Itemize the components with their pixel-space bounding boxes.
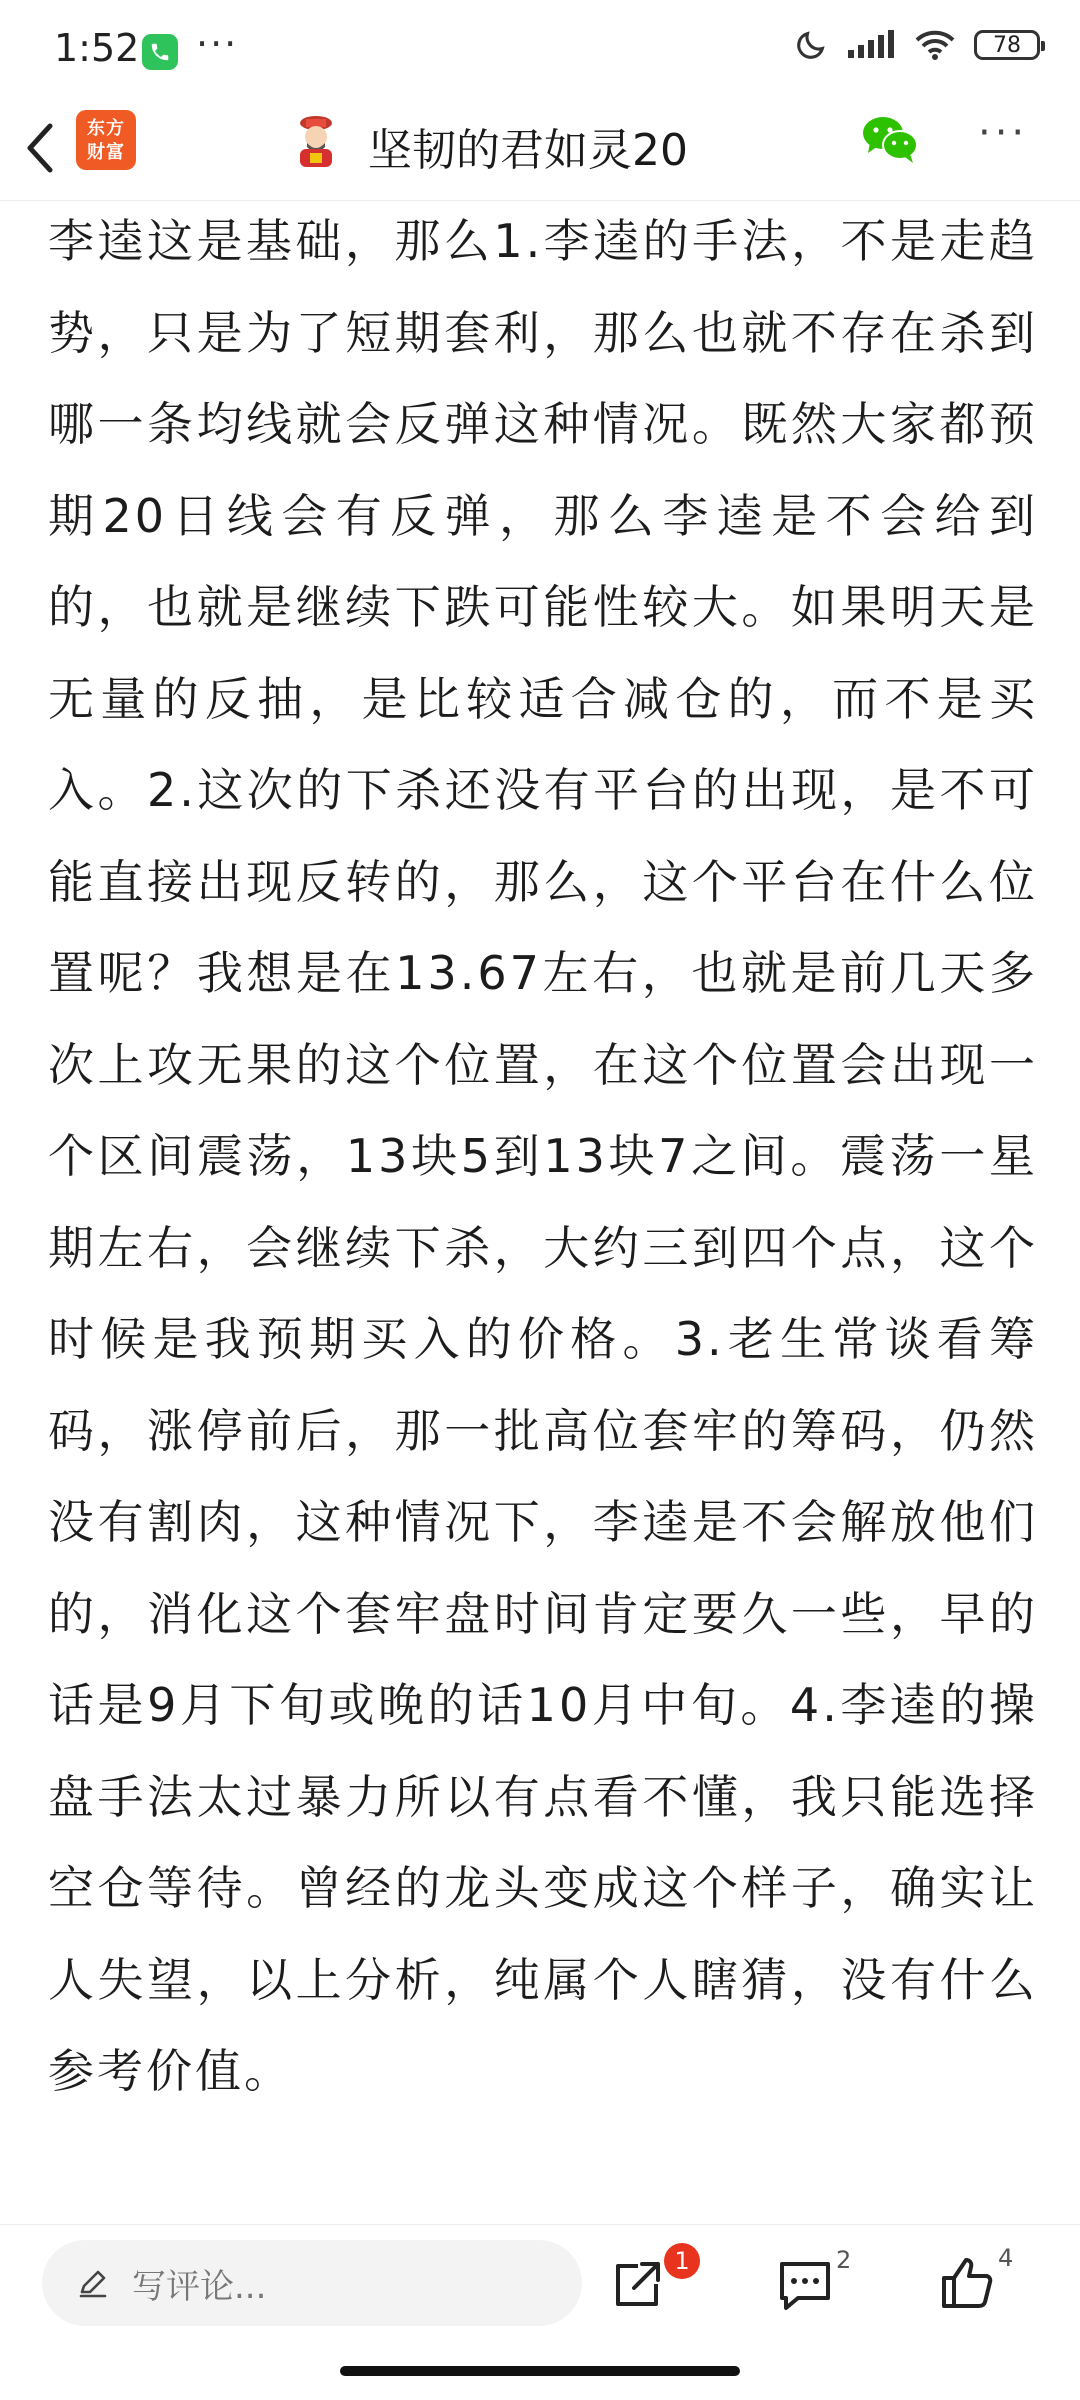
app-logo[interactable] [76, 110, 136, 170]
app-logo-line2: 财富 [87, 142, 125, 163]
app-logo-line1: 东方 [87, 118, 125, 139]
wechat-share-button[interactable] [860, 113, 920, 167]
wifi-icon [914, 29, 956, 61]
battery-level: 78 [993, 32, 1021, 58]
cellular-signal-icon [846, 30, 896, 60]
article-body: 李逵这是基础，那么1.李逵的手法，不是走趋势，只是为了短期套利，那么也就不存在杀到哪一条均线就会反弹这种情况。既然大家都预期20日线会有反弹，那么李逵是不会给到的，也就是继续下跌可能性较大。如果明天是无量的反抽，是比较适合减仓的，而不是买入。2.这次的下杀还没有平台的出现，是不可能直接出现反转的，那么，这个平台在什么位置呢？我想是在13.67左右，也就是前几天多次上攻无果的这个位置，在这个位置会出现一个区间震荡，13块5到13块7之间。震荡一星期左右，会继续下杀，大约三到四个点，这个时候是我预期买入的价格。3.老生常谈看筹码，涨停前后，那一批高位套牢的筹码，仍然没有割肉，这种情况下，李逵是不会解放他们的，消化这个套牢盘时间肯定要久一些，早的话是9月下旬或晚的话10月中旬。4.李逵的操盘手法太过暴力所以有点看不懂，我只能选择空仓等待。曾经的龙头变成这个样子，确实让人失望，以上分析，纯属个人瞎猜，没有什么参考价值。 [48, 214, 1038, 2098]
pencil-icon [76, 2266, 110, 2300]
comment-bubble-icon [776, 2258, 834, 2312]
notification-more-icon: ··· [196, 22, 239, 66]
comment-placeholder: 写评论... [132, 2266, 267, 2307]
thumbs-up-icon [938, 2254, 996, 2312]
status-icons [794, 28, 1040, 62]
share-external-icon [610, 2256, 666, 2312]
comments-button[interactable] [776, 2258, 834, 2312]
fortune-god-avatar-icon [290, 113, 342, 169]
home-indicator[interactable] [340, 2366, 740, 2376]
status-bar [0, 0, 1080, 100]
like-button[interactable] [938, 2254, 996, 2312]
status-time: 1:52 [54, 26, 140, 70]
author-name-title: 坚韧的君如灵20 [368, 125, 688, 176]
chevron-left-icon [20, 118, 60, 178]
more-options-button[interactable]: ··· [978, 110, 1029, 156]
comment-count: 2 [836, 2246, 852, 2274]
comment-input[interactable] [42, 2240, 582, 2326]
wechat-icon [860, 113, 920, 167]
share-notification-badge: 1 [664, 2243, 700, 2279]
like-count: 4 [998, 2244, 1014, 2272]
battery-indicator [974, 30, 1040, 60]
back-button[interactable] [20, 118, 80, 182]
author-avatar[interactable] [290, 113, 342, 169]
share-button[interactable] [610, 2256, 666, 2312]
do-not-disturb-moon-icon [794, 28, 828, 62]
phone-call-icon [142, 34, 178, 70]
